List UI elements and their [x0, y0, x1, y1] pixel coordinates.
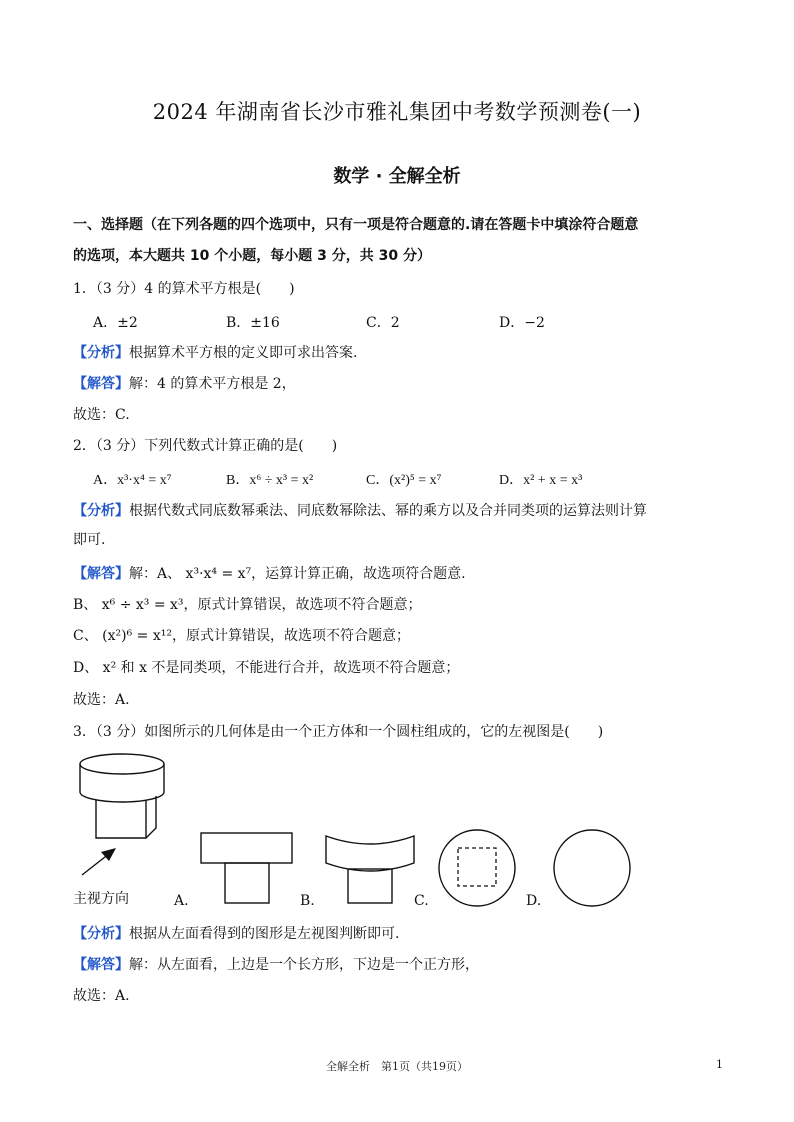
option-d-figure	[554, 830, 630, 906]
q2-analysis-text: 根据代数式同底数幂乘法、同底数幂除法、幂的乘方以及合并同类项的运算法则计算	[129, 503, 647, 519]
q1-option-b: B．±16	[226, 315, 280, 331]
page-subtitle: 数学 · 全解全析	[333, 166, 461, 187]
view-direction-arrow-icon	[82, 848, 116, 875]
q3-option-d: D.	[526, 893, 542, 909]
q3-option-c: C.	[414, 893, 429, 909]
q2-analysis-line2: 即可.	[73, 532, 106, 548]
analysis-tag: 【分析】	[73, 345, 129, 361]
q2-option-c: C．(x²)⁵ = x⁷	[366, 473, 442, 488]
q3-option-b: B.	[300, 893, 315, 909]
q2-line-b: B、 x⁶ ÷ x³ = x³，原式计算错误，故选项不符合题意；	[73, 597, 422, 613]
page-footer: 全解全析 第1页（共19页）	[326, 1060, 468, 1073]
q2-option-d: D．x² + x = x³	[499, 473, 583, 488]
q1-analysis	[73, 343, 357, 363]
q1-option-d: D．−2	[499, 315, 545, 331]
q2-stem: 2．（3 分）下列代数式计算正确的是( )	[73, 438, 338, 454]
q2-choice: 故选：A.	[73, 692, 130, 708]
option-b-figure	[326, 836, 414, 903]
q3-view-label: 主视方向	[73, 891, 129, 907]
q1-choice: 故选：C.	[73, 407, 130, 423]
analysis-tag: 【分析】	[73, 926, 129, 942]
page-title: 2024 年湖南省长沙市雅礼集团中考数学预测卷(一)	[152, 100, 642, 124]
q3-analysis-text: 根据从左面看得到的图形是左视图判断即可.	[129, 926, 400, 942]
solid-figure	[80, 754, 164, 838]
q1-answer-text: 解：4 的算术平方根是 2，	[129, 376, 296, 392]
option-c-figure	[439, 830, 515, 906]
q1-answer	[73, 374, 296, 394]
q2-option-b: B．x⁶ ÷ x³ = x²	[226, 473, 314, 488]
q2-option-a: A．x³·x⁴ = x⁷	[93, 473, 172, 488]
q2-answer	[73, 564, 466, 584]
option-a-figure	[201, 833, 292, 903]
q3-analysis	[73, 924, 399, 944]
q1-option-a: A．±2	[93, 315, 138, 331]
answer-tag: 【解答】	[73, 957, 129, 973]
section-heading-line1: 一、选择题（在下列各题的四个选项中，只有一项是符合题意的.请在答题卡中填涂符合题意	[73, 217, 639, 233]
section-heading-line2: 的选项，本大题共 10 个小题，每小题 3 分，共 30 分）	[73, 248, 431, 264]
q2-analysis	[73, 501, 647, 521]
q3-stem: 3．（3 分）如图所示的几何体是由一个正方体和一个圆柱组成的，它的左视图是( )	[73, 724, 604, 740]
q3-choice: 故选：A.	[73, 988, 130, 1004]
q1-option-c: C．2	[366, 315, 400, 331]
q2-line-d: D、 x² 和 x 不是同类项，不能进行合并，故选项不符合题意；	[73, 660, 460, 676]
answer-tag: 【解答】	[73, 566, 129, 582]
q3-answer-text: 解：从左面看，上边是一个长方形，下边是一个正方形，	[129, 957, 479, 973]
q2-line-c: C、 (x²)⁶ = x¹²，原式计算错误，故选项不符合题意；	[73, 628, 410, 644]
q3-option-a: A.	[174, 893, 189, 909]
q3-answer	[73, 955, 479, 975]
page-number: 1	[716, 1058, 723, 1071]
q2-answer-text: 解：A、 x³·x⁴ = x⁷，运算计算正确，故选项符合题意.	[129, 566, 466, 582]
q1-stem: 1．（3 分）4 的算术平方根是( )	[73, 281, 295, 297]
analysis-tag: 【分析】	[73, 503, 129, 519]
answer-tag: 【解答】	[73, 376, 129, 392]
q1-analysis-text: 根据算术平方根的定义即可求出答案.	[129, 345, 358, 361]
